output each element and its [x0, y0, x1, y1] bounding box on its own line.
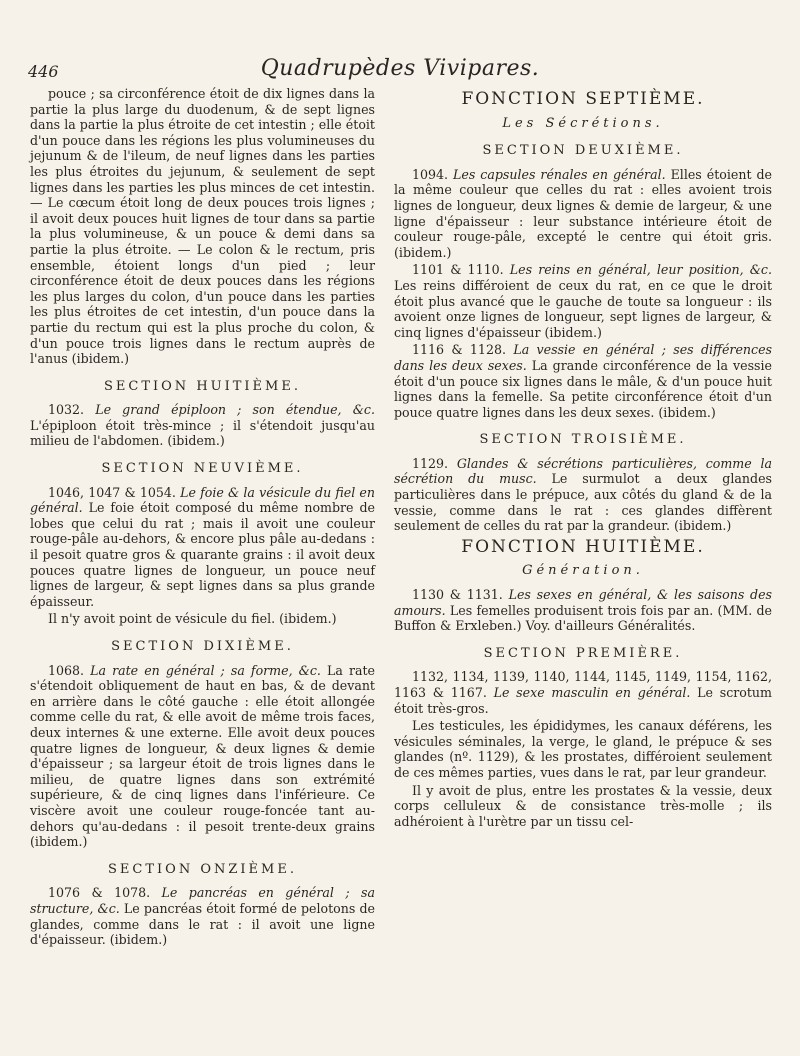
- article-title: Le pancréas en général ; sa structure, &c.: [30, 885, 375, 916]
- section-heading-11: SECTION ONZIÈME.: [108, 861, 297, 877]
- article-text: Le pancréas étoit formé de pelotons de glandes, comme dans le rat : il avoit une ligne d'épaisseur. (ibidem.): [30, 900, 375, 948]
- article-number: 1094.: [412, 166, 449, 182]
- paragraph-1068: [30, 663, 375, 850]
- section-heading-2: SECTION DEUXIÈME.: [482, 143, 684, 159]
- article-number: 1076 & 1078.: [48, 885, 151, 901]
- article-number: 1132, 1134, 1139, 1140, 1144, 1145, 1149, 1154, 1162, 1163 & 1167.: [394, 669, 772, 700]
- paragraph-intestines: pouce ; sa circonférence étoit de dix lignes dans la partie la plus large du duodenum, & de sept lignes dans la partie la plus étroite de cet intestin ; elle étoit d'un pouce dans les régions les plus volumineuses du jejunum & de l'ileum, de neuf lignes dans les parties les plus étroites du jejunum, & seulement de sept lignes dans les parties les plus minces de cet intestin. — Le cœcum étoit long de deux pouces trois lignes ; il avoit deux pouces huit lignes de tour dans sa partie la plus volumineuse, & un pouce & demi dans sa partie la plus étroite. — Le colon & le rectum, pris ensemble, étoient longs d'un pied ; leur circonférence étoit de deux pouces dans les régions les plus larges du colon, d'un pouce dans les parties les plus étroites de cet intestin, d'un pouce dans la partie du rectum qui est la plus proche du colon, & d'un pouce trois lignes dans le rectum auprès de l'anus (ibidem.): [30, 86, 375, 367]
- article-number: 1129.: [412, 455, 449, 471]
- article-text: Les femelles produisent trois fois par an. (MM. de Buffon & Erxleben.) Voy. d'ailleurs Généralités.: [394, 602, 772, 634]
- running-head: [28, 56, 772, 86]
- function-heading-8: FONCTION HUITIÈME.: [461, 536, 705, 557]
- article-text: Elles étoient de la même couleur que celles du rat : elles avoient trois lignes de longueur, deux lignes & demie de largeur, & une ligne d'épaisseur : leur substance intérieure étoit de couleur rouge-pâle, excepté le centre qui étoit gris. (ibidem.): [394, 166, 772, 260]
- running-title: Quadrupèdes Vivipares.: [260, 56, 540, 81]
- section-heading-3: SECTION TROISIÈME.: [479, 432, 687, 448]
- article-title: La rate en général ; sa forme, &c.: [90, 662, 321, 678]
- subheading-secretions: Les Sécrétions.: [502, 115, 664, 131]
- article-title: Les capsules rénales en général.: [453, 166, 666, 182]
- article-title: Les sexes en général, & les saisons des amours.: [394, 587, 773, 618]
- paragraph-1132: [394, 669, 772, 716]
- section-heading-9: SECTION NEUVIÈME.: [101, 461, 304, 477]
- paragraph-testicles: Les testicules, les épididymes, les canaux déférens, les vésicules séminales, la verge, le gland, le prépuce & ses glandes (nº. 1129), & les prostates, différoient seulement de ces mêmes parties, vues dans le rat, par leur grandeur.: [394, 718, 772, 780]
- article-text: Les reins différoient de ceux du rat, en ce que le droit étoit plus avancé que le gauche de toute sa longueur : ils avoient onze lignes de longueur, sept lignes de largeur, & cinq lignes d'épaisseur (ibidem.): [394, 277, 772, 340]
- article-text: Le scrotum étoit très-gros.: [394, 685, 772, 716]
- page-number: 446: [28, 62, 59, 81]
- article-text: La rate s'étendoit obliquement de haut en bas, & de devant en arrière dans le côté gauche : elle étoit allongée comme celle du rat, & elle avoit de même trois faces, deux internes & une externe. Elle avoit deux pouces quatre lignes de longueur, & deux lignes & demie d'épaisseur ; sa largeur étoit de trois lignes dans le milieu, de quatre lignes dans son extrémité supérieure, & de cinq lignes dans l'inférieure. Ce viscère avoit une couleur rouge-foncée tant au-dehors qu'au-dedans : il pesoit trente-deux grains (ibidem.): [30, 662, 375, 850]
- paragraph-1076: [30, 885, 375, 947]
- subheading-generation: Génération.: [522, 563, 644, 579]
- article-number: 1046, 1047 & 1054.: [48, 484, 176, 500]
- article-title: La vessie en général ; ses différences dans les deux sexes.: [394, 342, 772, 373]
- article-number: 1116 & 1128.: [412, 342, 506, 358]
- article-number: 1032.: [48, 402, 85, 418]
- article-text: L'épiploon étoit très-mince ; il s'étendoit jusqu'au milieu de l'abdomen. (ibidem.): [30, 417, 375, 449]
- article-number: 1068.: [48, 662, 85, 678]
- right-column: [394, 86, 772, 829]
- left-column: [30, 86, 375, 948]
- paragraph-1046: [30, 485, 375, 610]
- paragraph-1130: [394, 587, 772, 634]
- paragraph-prostates: Il y avoit de plus, entre les prostates & la vessie, deux corps celluleux & de consistance très-molle ; ils adhéroient à l'urètre par un tissu cel-: [394, 782, 772, 829]
- article-text: Le surmulot a deux glandes particulières dans le prépuce, aux côtés du gland & de la vessie, comme dans le rat : ces glandes diffèrent seulement de celles du rat par la grandeur. (ibidem.): [394, 471, 772, 534]
- paragraph-1094: [394, 167, 772, 261]
- article-text: La grande circonférence de la vessie étoit d'un pouce six lignes dans le mâle, & d'un pouce huit lignes dans la femelle. Sa petite circonférence étoit d'un pouce quatre lignes dans les deux sexes. (ibidem.): [394, 357, 772, 420]
- article-number: 1101 & 1110.: [412, 262, 504, 278]
- section-heading-1: SECTION PREMIÈRE.: [483, 645, 683, 661]
- article-number: 1130 & 1131.: [412, 587, 503, 603]
- paragraph-1032: [30, 402, 375, 449]
- section-heading-8: SECTION HUITIÈME.: [104, 378, 301, 394]
- paragraph-1129: [394, 456, 772, 534]
- paragraph-no-vesicle: Il n'y avoit point de vésicule du fiel. (ibidem.): [48, 611, 337, 627]
- section-heading-10: SECTION DIXIÈME.: [111, 639, 294, 654]
- article-title: Le foie & la vésicule du fiel en général.: [30, 484, 375, 516]
- article-title: Glandes & sécrétions particulières, comme la sécrétion du musc.: [394, 455, 772, 487]
- article-title: Le grand épiploon ; son étendue, &c.: [95, 402, 375, 418]
- paragraph-1101: [394, 262, 772, 340]
- article-title: Le sexe masculin en général.: [493, 685, 691, 700]
- article-title: Les reins en général, leur position, &c.: [509, 262, 772, 278]
- paragraph-1116: [394, 342, 772, 420]
- function-heading-7: FONCTION SEPTIÈME.: [461, 89, 705, 109]
- article-text: Le foie étoit composé du même nombre de lobes que celui du rat ; mais il avoit une couleur rouge-pâle au-dehors, & encore plus pâle au-dedans : il pesoit quatre gros & quarante grains : il avoit deux pouces quatre lignes de longueur, un pouce neuf lignes de largeur, & sept lignes dans sa plus grande épaisseur.: [30, 500, 375, 609]
